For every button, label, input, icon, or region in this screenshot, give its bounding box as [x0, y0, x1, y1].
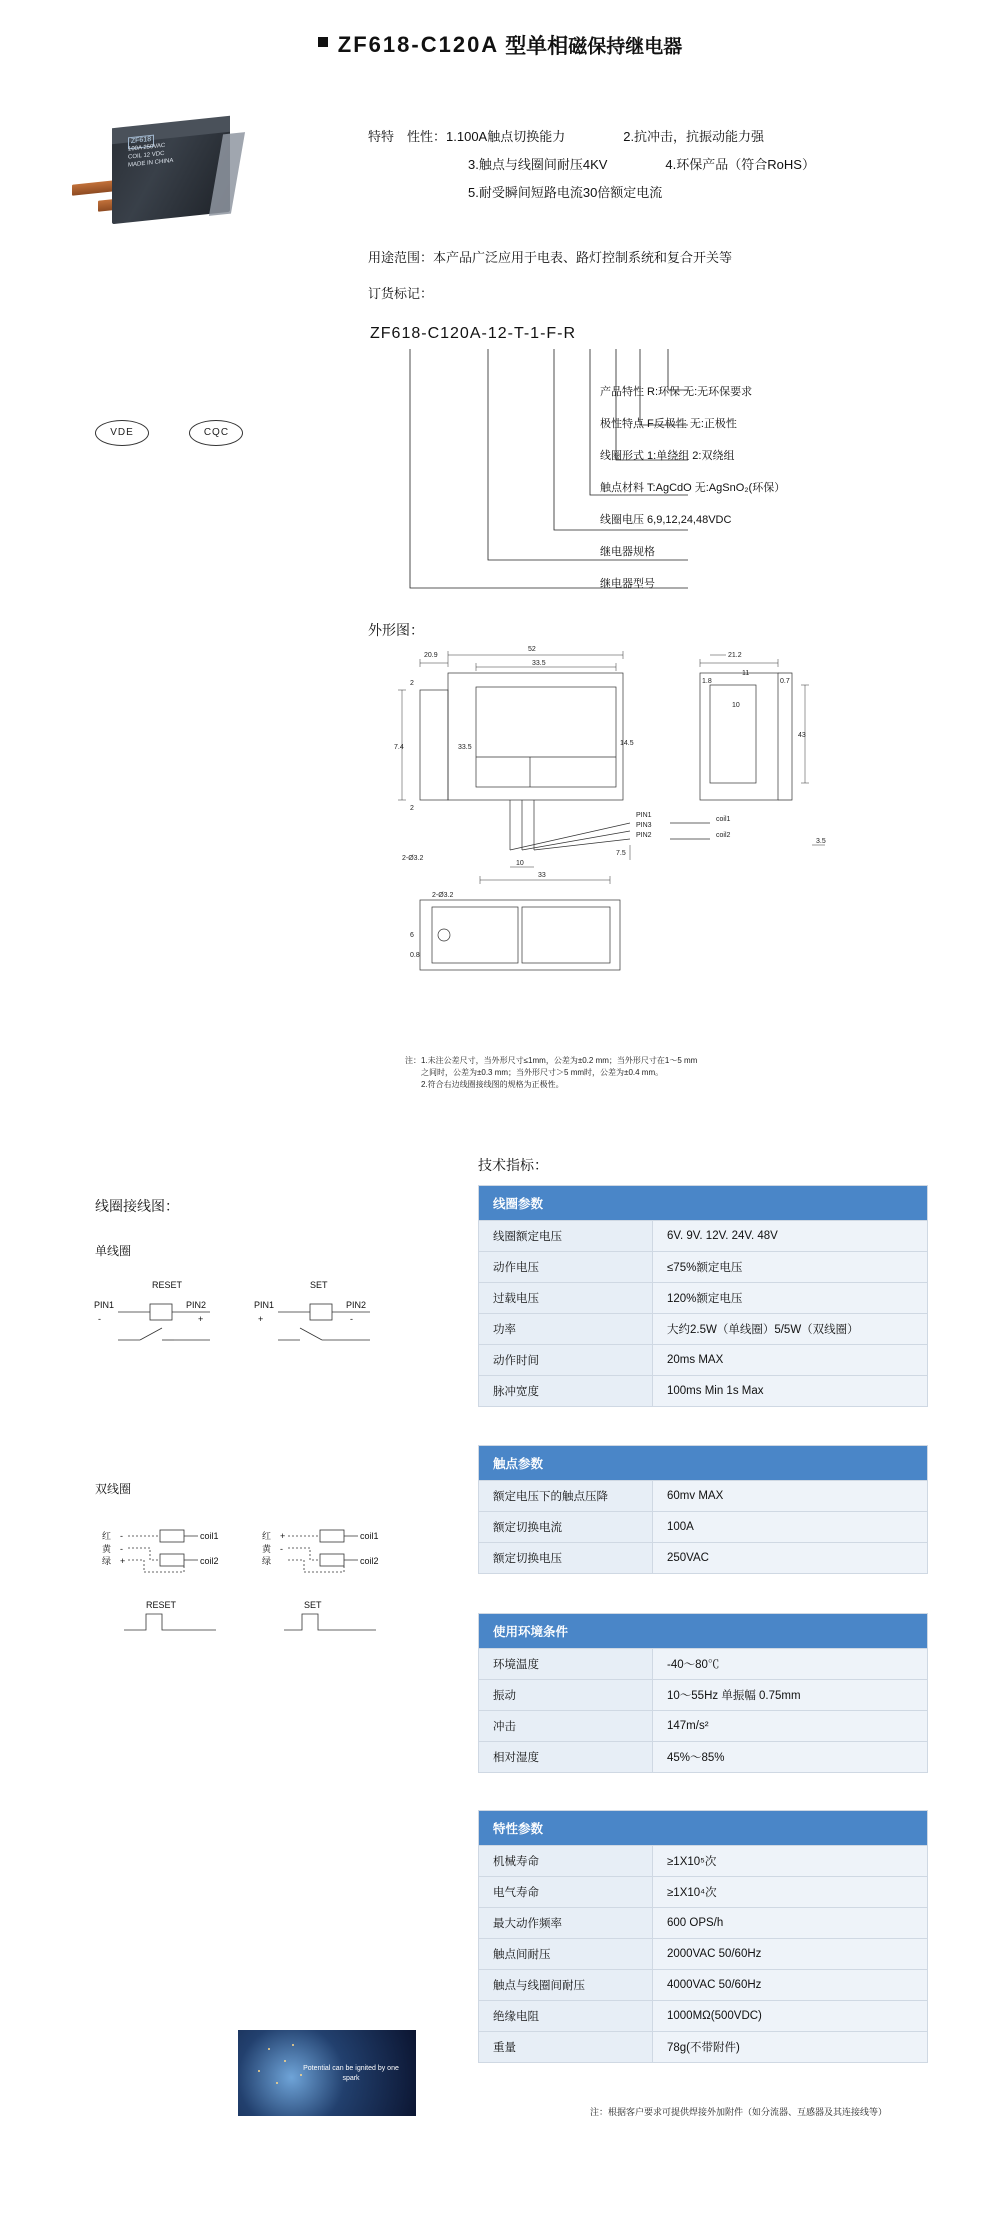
svg-text:7.5: 7.5: [616, 850, 626, 857]
row-key: 过载电压: [479, 1283, 653, 1314]
table-header-row: [479, 1446, 928, 1481]
title-model: ZF618-C120A: [337, 32, 500, 57]
svg-text:33: 33: [538, 872, 546, 879]
ordering-code: ZF618-C120A-12-T-1-F-R: [370, 325, 577, 342]
page-title: [0, 30, 1000, 60]
table-row: [479, 1481, 928, 1512]
svg-text:绿: 绿: [102, 1556, 112, 1566]
svg-text:PIN1: PIN1: [254, 1300, 275, 1310]
row-key: 线圈额定电压: [479, 1221, 653, 1252]
row-value: 100ms Min 1s Max: [653, 1376, 928, 1407]
table-row: [479, 1283, 928, 1314]
row-key: 振动: [479, 1680, 653, 1711]
svg-text:2-Ø3.2: 2-Ø3.2: [402, 855, 424, 862]
table-row: [479, 1221, 928, 1252]
svg-text:-: -: [98, 1314, 101, 1324]
svg-text:绿: 绿: [262, 1556, 272, 1566]
svg-text:33.5: 33.5: [532, 660, 546, 667]
row-key: 脉冲宽度: [479, 1376, 653, 1407]
row-value: 10～55Hz 单振幅 0.75mm: [653, 1680, 928, 1711]
svg-text:43: 43: [798, 732, 806, 739]
svg-text:21.2: 21.2: [728, 652, 742, 659]
svg-text:2-Ø3.2: 2-Ø3.2: [432, 892, 454, 899]
svg-text:PIN2: PIN2: [346, 1300, 367, 1310]
relay-label-line-1: 100A 250VAC: [128, 142, 166, 153]
outline-note: 注：1.未注公差尺寸，当外形尺寸≤1mm，公差为±0.2 mm；当外形尺寸在1～5 mm 之间时，公差为±0.3 mm；当外形尺寸＞5 mm时，公差为±0.4 mm。 2.符合右边线圈接线图的规格为正极性。: [405, 1056, 698, 1089]
row-value: 20ms MAX: [653, 1345, 928, 1376]
single-coil-diagram: [88, 1270, 418, 1400]
svg-text:-: -: [350, 1314, 353, 1324]
svg-text:SET: SET: [310, 1280, 328, 1290]
svg-text:2: 2: [410, 680, 414, 687]
features-row-1: [368, 128, 968, 145]
svg-text:PIN1: PIN1: [94, 1300, 115, 1310]
table-contact-params: [478, 1445, 928, 1574]
svg-text:10: 10: [732, 702, 740, 709]
table-row: [479, 1543, 928, 1574]
row-value: 100A: [653, 1512, 928, 1543]
svg-text:SET: SET: [304, 1600, 322, 1610]
legend-item-0: 产品特性 R:环保 无:无环保要求: [600, 386, 753, 398]
table-header-row: [479, 1186, 928, 1221]
svg-text:coil2: coil2: [360, 1556, 379, 1566]
svg-text:-: -: [280, 1544, 283, 1554]
certification-marks: [95, 420, 295, 446]
table-row: [479, 1711, 928, 1742]
row-key: 重量: [479, 2032, 653, 2063]
svg-text:-: -: [120, 1531, 123, 1541]
svg-text:7.4: 7.4: [394, 744, 404, 751]
relay-label-line-3: MADE IN CHINA: [128, 157, 174, 169]
svg-text:+: +: [258, 1314, 264, 1324]
table-row: [479, 2032, 928, 2063]
svg-text:RESET: RESET: [152, 1280, 183, 1290]
legend-item-1: 极性特点 F反极性 无:正极性: [600, 418, 737, 430]
svg-text:+: +: [198, 1314, 204, 1324]
features-row-2: [368, 156, 968, 173]
usage-label: 用途范围：: [368, 250, 434, 265]
row-value: 78g(不带附件): [653, 2032, 928, 2063]
table-row: [479, 1649, 928, 1680]
row-value: 45%～85%: [653, 1742, 928, 1773]
table-row: [479, 1970, 928, 2001]
table-row: [479, 1680, 928, 1711]
svg-text:10: 10: [516, 860, 524, 867]
svg-text:coil1: coil1: [716, 816, 731, 823]
title-type: 型单相: [505, 35, 569, 58]
feature-1: 1.100A触点切换能力: [446, 129, 566, 144]
legend-item-3: 触点材料 T:AgCdO 无:AgSnO₂(环保）: [600, 482, 786, 494]
table-header-label: 使用环境条件: [479, 1614, 928, 1649]
title-tail: 磁保持继电器: [568, 36, 683, 58]
row-value: 2000VAC 50/60Hz: [653, 1939, 928, 1970]
svg-text:3.5: 3.5: [816, 838, 826, 845]
row-value: 6V. 9V. 12V. 24V. 48V: [653, 1221, 928, 1252]
svg-text:coil1: coil1: [200, 1531, 219, 1541]
cert-vde-icon: VDE: [95, 420, 149, 446]
svg-text:1.8: 1.8: [702, 678, 712, 685]
svg-text:20.9: 20.9: [424, 652, 438, 659]
row-key: 电气寿命: [479, 1877, 653, 1908]
row-key: 额定切换电压: [479, 1543, 653, 1574]
table-characteristic-params: [478, 1810, 928, 2063]
row-value: 147m/s²: [653, 1711, 928, 1742]
outline-title: 外形图：: [368, 622, 424, 638]
usage-block: [368, 247, 732, 266]
table-row: [479, 1877, 928, 1908]
row-value: 4000VAC 50/60Hz: [653, 1970, 928, 2001]
svg-text:红: 红: [262, 1531, 272, 1541]
row-key: 动作时间: [479, 1345, 653, 1376]
table-header-label: 特性参数: [479, 1811, 928, 1846]
table-coil-params: [478, 1185, 928, 1407]
legend-item-2: 线圈形式 1:单绕组 2:双绕组: [600, 450, 735, 462]
promo-caption: Potential can be ignited by one spark: [303, 2065, 399, 2082]
ordering-legend: [600, 385, 785, 609]
double-coil-diagram: [88, 1510, 418, 1670]
features-row-3: [368, 184, 968, 201]
row-value: 60mv MAX: [653, 1481, 928, 1512]
table-row: [479, 1742, 928, 1773]
tech-title: 技术指标：: [478, 1157, 548, 1173]
svg-text:红: 红: [102, 1531, 112, 1541]
table-row: [479, 1314, 928, 1345]
svg-text:6: 6: [410, 932, 414, 939]
svg-text:PIN2: PIN2: [186, 1300, 207, 1310]
row-key: 最大动作频率: [479, 1908, 653, 1939]
title-bullet-icon: [318, 37, 328, 47]
promo-image: [238, 2030, 416, 2116]
svg-text:0.7: 0.7: [780, 678, 790, 685]
table-row: [479, 1939, 928, 1970]
table-row: [479, 2001, 928, 2032]
row-value: 600 OPS/h: [653, 1908, 928, 1939]
row-key: 绝缘电阻: [479, 2001, 653, 2032]
row-value: ≤75%额定电压: [653, 1252, 928, 1283]
features-block: [368, 128, 968, 212]
svg-text:PIN1: PIN1: [636, 812, 652, 819]
ordering-title: 订货标记：: [368, 286, 434, 301]
legend-item-6: 继电器型号: [600, 578, 655, 590]
table-row: [479, 1908, 928, 1939]
svg-text:0.8: 0.8: [410, 952, 420, 959]
svg-text:+: +: [280, 1531, 286, 1541]
svg-text:11: 11: [742, 670, 750, 677]
usage-text: 本产品广泛应用于电表、路灯控制系统和复合开关等: [433, 250, 733, 265]
row-value: 1000MΩ(500VDC): [653, 2001, 928, 2032]
table-environment-conditions: [478, 1613, 928, 1773]
feature-4: 4.环保产品（符合RoHS）: [665, 157, 815, 172]
svg-text:coil1: coil1: [360, 1531, 379, 1541]
table-header-row: [479, 1811, 928, 1846]
wiring-title: 线圈接线图：: [95, 1198, 179, 1214]
row-key: 冲击: [479, 1711, 653, 1742]
table-row: [479, 1345, 928, 1376]
row-value: 120%额定电压: [653, 1283, 928, 1314]
row-key: 触点与线圈间耐压: [479, 1970, 653, 2001]
row-value: ≥1X10⁴次: [653, 1877, 928, 1908]
row-key: 环境温度: [479, 1649, 653, 1680]
row-key: 功率: [479, 1314, 653, 1345]
svg-text:RESET: RESET: [146, 1600, 177, 1610]
svg-text:33.5: 33.5: [458, 744, 472, 751]
outline-drawing: [380, 645, 940, 1045]
svg-text:+: +: [120, 1556, 126, 1566]
svg-text:14.5: 14.5: [620, 740, 634, 747]
svg-text:coil2: coil2: [200, 1556, 219, 1566]
svg-text:黄: 黄: [102, 1544, 112, 1554]
legend-item-5: 继电器规格: [600, 546, 655, 558]
svg-text:52: 52: [528, 646, 536, 653]
legend-item-4: 线圈电压 6,9,12,24,48VDC: [600, 514, 732, 526]
cert-cqc-icon: CQC: [189, 420, 243, 446]
table-header-label: 线圈参数: [479, 1186, 928, 1221]
svg-text:-: -: [120, 1544, 123, 1554]
feature-2: 2.抗冲击，抗振动能力强: [623, 129, 765, 144]
table-header-row: [479, 1614, 928, 1649]
feature-5: 5.耐受瞬间短路电流30倍额定电流: [468, 185, 663, 200]
table-row: [479, 1376, 928, 1407]
row-key: 额定切换电流: [479, 1512, 653, 1543]
table-row: [479, 1512, 928, 1543]
double-coil-title: 双线圈: [95, 1482, 132, 1496]
svg-text:PIN2: PIN2: [636, 832, 652, 839]
relay-logo: ZF618: [128, 135, 154, 150]
feature-3: 3.触点与线圈间耐压4KV: [468, 157, 608, 172]
row-key: 相对湿度: [479, 1742, 653, 1773]
features-label: 特特 性性：: [368, 129, 447, 144]
tech-footnote: 注：根据客户要求可提供焊接外加附件（如分流器、互感器及其连接线等）: [590, 2107, 888, 2117]
svg-text:黄: 黄: [262, 1544, 272, 1554]
svg-text:2: 2: [410, 805, 414, 812]
relay-label-line-2: COIL 12 VDC: [128, 150, 165, 161]
table-row: [479, 1846, 928, 1877]
row-key: 触点间耐压: [479, 1939, 653, 1970]
product-photo: [70, 120, 255, 230]
table-row: [479, 1252, 928, 1283]
row-value: -40～80℃: [653, 1649, 928, 1680]
svg-text:coil2: coil2: [716, 832, 731, 839]
row-value: 大约2.5W（单线圈）5/5W（双线圈）: [653, 1314, 928, 1345]
row-key: 动作电压: [479, 1252, 653, 1283]
row-key: 机械寿命: [479, 1846, 653, 1877]
row-key: 额定电压下的触点压降: [479, 1481, 653, 1512]
svg-text:PIN3: PIN3: [636, 822, 652, 829]
row-value: ≥1X10⁵次: [653, 1846, 928, 1877]
single-coil-title: 单线圈: [95, 1244, 132, 1258]
row-value: 250VAC: [653, 1543, 928, 1574]
table-header-label: 触点参数: [479, 1446, 928, 1481]
